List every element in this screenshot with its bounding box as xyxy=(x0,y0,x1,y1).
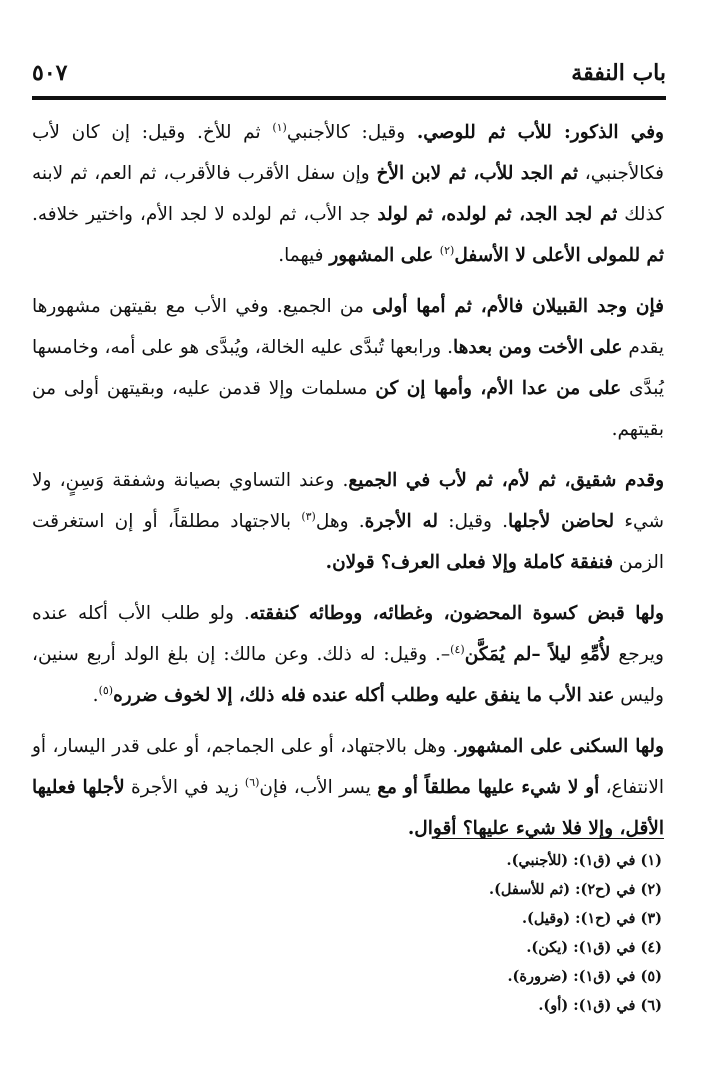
paragraph xyxy=(32,726,664,849)
main-text xyxy=(32,112,664,849)
paragraph xyxy=(32,460,664,583)
footnote: (٦) في (ق١): (أو). xyxy=(538,997,662,1014)
text-segment: –. وقيل: له ذلك. وعن مالك: إن بلغ الولد أربع سنين، وليس xyxy=(32,644,664,706)
footnote-marker: (٥) xyxy=(98,683,114,697)
text-segment: زيد في الأجرة xyxy=(124,777,245,798)
text-segment: . وهل بالاجتهاد، أو على الجماجم، أو على قدر اليسار، أو الانتفاع، xyxy=(32,736,665,798)
text-segment: ثم لجد الجد، ثم لولده، ثم لولد xyxy=(377,204,618,225)
text-segment: ثم الجد للأب، ثم لابن الأخ xyxy=(376,163,578,184)
text-segment: من الجميع. وفي الأب مع بقيتهن مشهورها يقدم xyxy=(32,296,664,358)
text-segment: . xyxy=(92,685,99,706)
header-rule xyxy=(32,96,666,100)
text-segment: على المشهور xyxy=(329,245,440,266)
text-segment: على الأخت ومن بعدها xyxy=(453,337,623,358)
footnote: (٤) في (ق١): (يكن). xyxy=(526,939,662,956)
footnote: (٥) في (ق١): (ضرورة). xyxy=(507,968,662,985)
chapter-title: باب النفقة xyxy=(571,60,666,86)
text-segment: وقدم شقيق، ثم لأم، ثم لأب في الجميع xyxy=(348,470,664,491)
paragraph xyxy=(32,112,664,276)
page-number: ٥٠٧ xyxy=(32,60,68,86)
text-segment: . ورابعها تُبدَّى عليه الخالة، ويُبدَّى هو على أمه، وخامسها يُبدَّى xyxy=(32,337,664,399)
footnote-marker: (١) xyxy=(272,120,287,134)
footnote-marker: (٤) xyxy=(450,642,465,656)
paragraph xyxy=(32,286,664,450)
text-segment: وفي الذكور: للأب ثم للوصي. xyxy=(416,122,664,143)
text-segment: أو لا شيء عليها مطلقاً أو مع xyxy=(377,777,600,798)
text-segment: لأجلها فعليها الأقل، وإلا فلا شيء عليها؟ أقوال. xyxy=(32,777,664,839)
footnote: (٣) في (ح١): (وقيل). xyxy=(522,910,662,927)
text-segment: لأُمِّهِ ليلاً –لم يُمَكَّن xyxy=(464,644,611,665)
footnote-separator xyxy=(436,838,664,839)
text-segment: مسلمات وإلا قدمن عليه، وبقيتهن أولى من بقيتهم. xyxy=(32,378,664,440)
text-segment: له الأجرة xyxy=(364,511,439,532)
paragraph xyxy=(32,593,664,716)
text-segment: . وقيل: xyxy=(438,511,509,532)
footnote-marker: (٦) xyxy=(244,775,260,789)
text-segment: فيهما. xyxy=(278,245,330,266)
text-segment: على من عدا الأم، وأمها إن كن xyxy=(375,378,622,399)
footnote-marker: (٢) xyxy=(439,243,455,257)
text-segment: فإن وجد القبيلان فالأم، ثم أمها أولى xyxy=(372,296,664,317)
text-segment: . وعند التساوي بصيانة وشفقة وَسِنٍ، ولا شيء xyxy=(32,470,664,532)
text-segment: جد الأب، ثم لولده لا لجد الأم، واختير خلافه. xyxy=(32,204,378,225)
text-segment: فنفقة كاملة وإلا فعلى العرف؟ قولان. xyxy=(325,552,614,573)
text-segment: . ولو طلب الأب أكله عنده ويرجع xyxy=(32,603,664,665)
text-segment: ثم للأخ. وقيل: إن كان لأب فكالأجنبي، xyxy=(32,122,664,184)
footnotes xyxy=(332,846,662,1020)
text-segment: ثم للمولى الأعلى لا الأسفل xyxy=(454,245,664,266)
text-segment: لحاضن لأجلها xyxy=(508,511,615,532)
text-segment: يسر الأب، فإن xyxy=(259,777,378,798)
text-segment: بالاجتهاد مطلقاً، أو إن استغرقت الزمن xyxy=(32,511,664,573)
footnote-marker: (٣) xyxy=(301,509,316,523)
running-header xyxy=(32,56,666,90)
text-segment: ولها قبض كسوة المحضون، وغطائه، ووطائه كنفقته xyxy=(249,603,664,624)
footnote: (٢) في (ح٢): (ثم للأسفل). xyxy=(489,881,662,898)
text-segment: . وهل xyxy=(315,511,365,532)
text-segment: وإن سفل الأقرب فالأقرب، ثم العم، ثم لابنه كذلك xyxy=(32,163,664,225)
text-segment: عند الأب ما ينفق عليه وطلب أكله عنده فله ذلك، إلا لخوف ضرره xyxy=(113,685,615,706)
footnote: (١) في (ق١): (للأجنبي). xyxy=(506,852,662,869)
text-segment: وقيل: كالأجنبي xyxy=(286,122,417,143)
text-segment: ولها السكنى على المشهور xyxy=(458,736,664,757)
